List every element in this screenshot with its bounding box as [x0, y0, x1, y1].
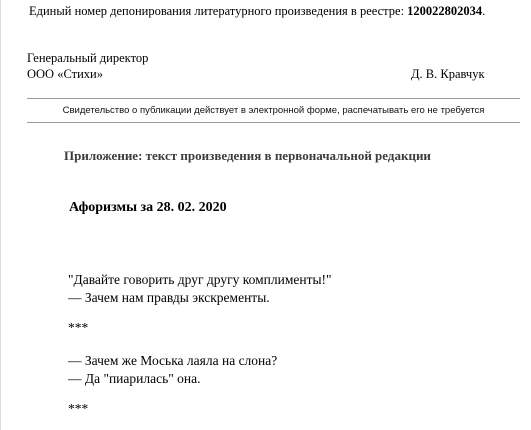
section-separator: ***: [68, 401, 89, 416]
work-text-line: — Да "пиарилась" она.: [68, 371, 201, 386]
appendix-heading: Приложение: текст произведения в первоначальной редакции: [64, 148, 431, 163]
section-separator: ***: [68, 320, 89, 335]
work-text-line: "Давайте говорить друг другу комплименты!": [68, 272, 332, 287]
work-title: Афоризмы за 28. 02. 2020: [69, 200, 227, 215]
work-text-line: — Зачем нам правды экскременты.: [68, 290, 270, 305]
work-text-line: — Зачем же Моська лаяла на слона?: [68, 353, 278, 368]
registry-number: 120022802034: [407, 4, 483, 18]
divider-bottom: [27, 122, 520, 123]
signer-position: Генеральный директор: [27, 51, 149, 65]
registry-number-line: [29, 4, 485, 19]
registry-suffix: .: [482, 4, 486, 18]
signer-name: Д. В. Кравчук: [411, 67, 485, 81]
company-name: ООО «Стихи»: [27, 67, 103, 81]
electronic-form-notice: Свидетельство о публикации действует в электронной форме, распечатывать его не требуется: [62, 105, 485, 116]
registry-label: Единый номер депонирования литературного произведения в реестре:: [29, 4, 408, 18]
divider-top: [27, 98, 520, 99]
